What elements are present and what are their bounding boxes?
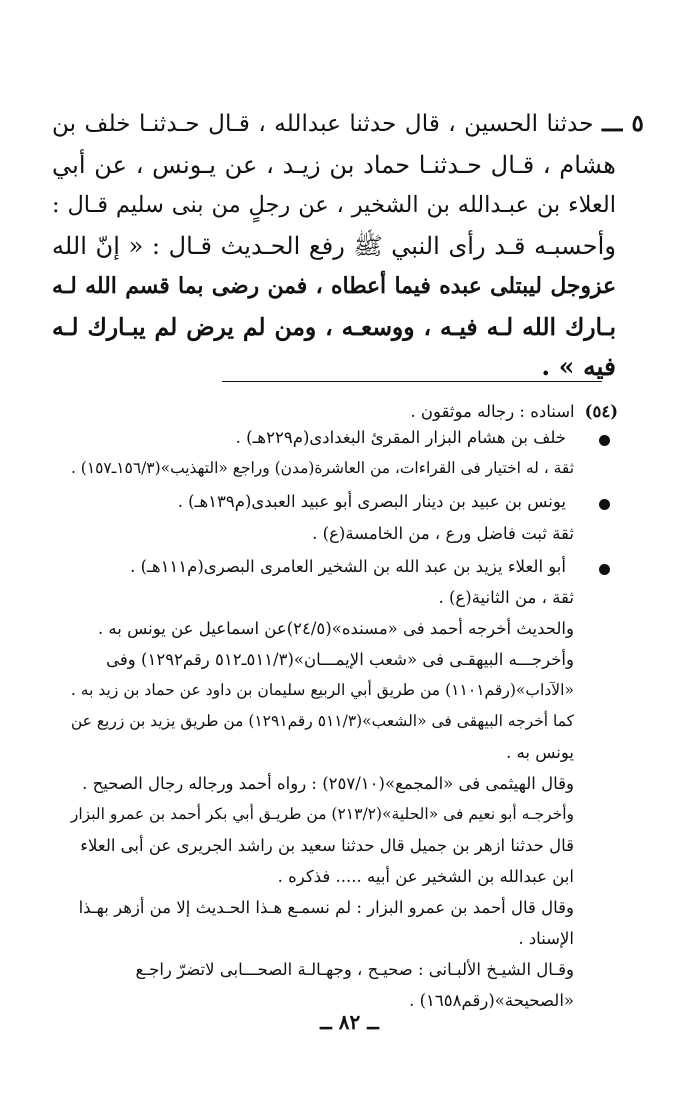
hadith-line: فيه » . — [541, 352, 616, 381]
footnote-line: يونس به . — [506, 743, 574, 762]
footnote-line: ثقة ، من الثانية(ع) . — [438, 588, 574, 607]
footnote-line: وقـال الشيـخ الألبـانى : صحيـح ، وجهـالـة الصحـــابى لاتضرّ راجـع — [135, 960, 574, 979]
footnote-line: «الآداب»(رقم١١٠١) من طريق أبي الربيع سليمان بن داود عن حماد بن زيد به . — [70, 681, 574, 699]
hadith-number: ٥ ـــ — [602, 110, 644, 137]
bullet-icon — [599, 499, 610, 510]
footnote-line: قال حدثنا ازهر بن جميل قال حدثنا سعيد بن راشد الجريرى عن أبى العلاء — [80, 836, 574, 855]
hadith-line: العلاء بن عبـدالله بن الشخير ، عن رجلٍ من بنى سليم قـال : — [52, 192, 616, 218]
footnote-line: الإسناد . — [518, 929, 574, 948]
bullet-icon — [599, 435, 610, 446]
footnote-line: والحديث أخرجه أحمد فى «مسنده»(٢٤/٥)عن اسماعيل عن يونس به . — [97, 619, 574, 638]
footnote-line: أبو العلاء يزيد بن عبد الله بن الشخير العامرى البصرى(م١١١هـ) . — [130, 557, 566, 576]
footnote-heading: (٥٤)اسناده : رجاله موثقون . — [410, 402, 618, 421]
footnote-line: وأخرجـه أبو نعيم فى «الحلية»(٢١٣/٢) من طريـق أبي بكر أحمد بن عمرو البزار — [70, 805, 574, 823]
footnote-line: ابن عبدالله بن الشخير عن أبيه ..... فذكره . — [277, 867, 574, 886]
hadith-line: بـارك الله لـه فيـه ، ووسعـه ، ومن لم يرض لم يبـارك لـه — [52, 312, 616, 341]
footnote-line: وأخرجـــه البيهقـى فى «شعب الإيمـــان»(٥١١/٣ـ٥١٢ رقم١٢٩٢) وفى — [106, 650, 574, 669]
hadith-line: وأحسبـه قـد رأى النبي ﷺ رفع الحـديث قـال : « إنّ الله — [52, 231, 616, 260]
bullet-icon — [599, 564, 610, 575]
footnote-line: يونس بن عبيد بن دينار البصرى أبو عبيد العبدى(م١٣٩هـ) . — [177, 492, 566, 511]
hadith-text — [52, 104, 644, 388]
footnote-line: ثقة ثبت فاضل ورع ، من الخامسة(ع) . — [312, 524, 574, 543]
hadith-line: ٥ ـــ حدثنا الحسين ، قال حدثنا عبدالله ، قـال حـدثنـا خلف بن — [52, 110, 644, 137]
footnote-divider — [222, 381, 602, 382]
footnote-line: «الصحيحة»(رقم١٦٥٨) . — [409, 991, 574, 1010]
footnote-line: ثقة ، له اختيار فى القراءات، من العاشرة(مدن) وراجع «التهذيب»(١٥٦/٣ـ١٥٧) . — [70, 459, 574, 477]
footnote-line: خلف بن هشام البزار المقرئ البغدادى(م٢٢٩هـ) . — [235, 428, 566, 447]
page-number: ــ ٨٢ ــ — [320, 1010, 379, 1034]
hadith-line: عزوجل ليبتلى عبده فيما أعطاه ، فمن رضى بما قسم الله لـه — [52, 273, 616, 299]
footnote-line: وقال قال أحمد بن عمرو البزار : لم نسمـع هـذا الحـديث إلا من أزهر بهـذا — [78, 898, 574, 917]
footnote-number: (٥٤) — [584, 402, 618, 421]
hadith-line: هشام ، قـال حـدثنـا حماد بن زيـد ، عن يـونس ، عن أبي — [52, 150, 616, 179]
footnote-line: وقال الهيثمى فى «المجمع»(٢٥٧/١٠) : رواه أحمد ورجاله رجال الصحيح . — [82, 774, 574, 793]
footnote-line: كما أخرجه البيهقى فى «الشعب»(٥١١/٣ رقم١٢٩١) من طريق يزيد بن زريع عن — [70, 712, 574, 730]
